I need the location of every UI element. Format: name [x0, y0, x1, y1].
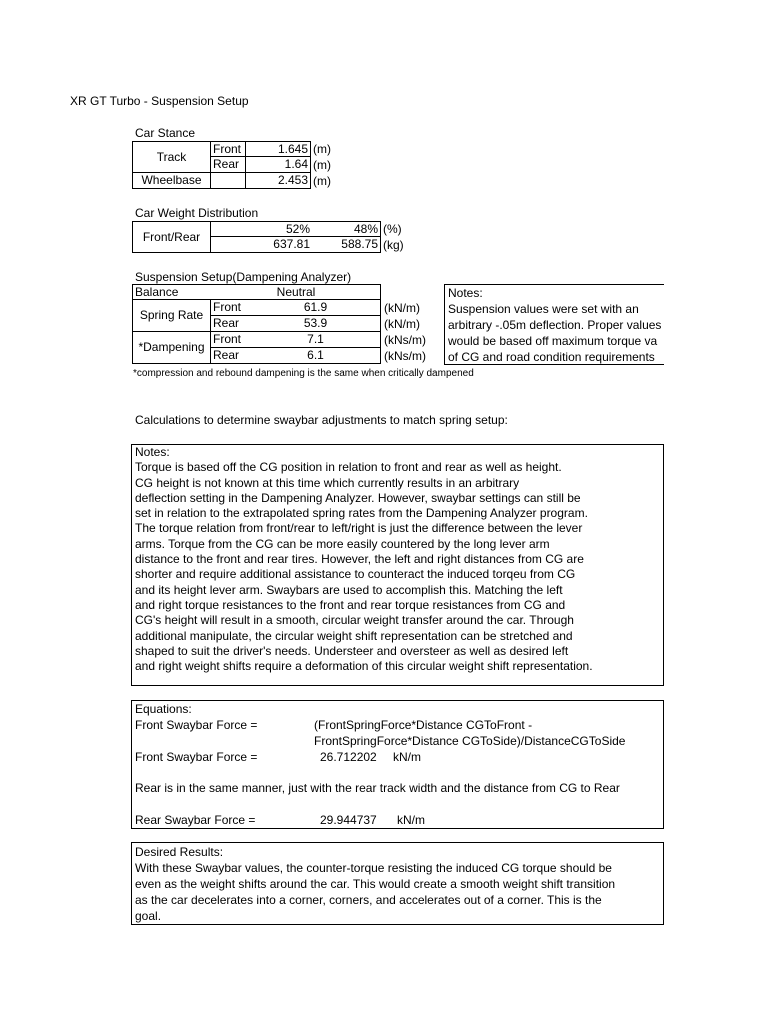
- front-swaybar-label: Front Swaybar Force =: [135, 718, 258, 732]
- notes-block-line: set in relation to the extrapolated spring rates from the Dampening Analyzer program.: [135, 506, 588, 521]
- dampening-footnote: *compression and rebound dampening is the same when critically dampened: [133, 368, 474, 379]
- car-stance-heading: Car Stance: [135, 126, 196, 140]
- suspension-notes-line: of CG and road condition requirements: [448, 350, 655, 364]
- front-swaybar-value: 26.712202: [320, 750, 377, 764]
- notes-block-text: [135, 445, 665, 674]
- spring-rear-value: 53.9: [251, 316, 381, 332]
- damp-front-unit: (kNs/m): [384, 333, 426, 347]
- notes-block-line: CG height is not known at this time which currently results in an arbitrary: [135, 475, 520, 490]
- track-front-label: Front: [211, 141, 246, 157]
- track-rear-value: 1.64: [245, 157, 311, 173]
- suspension-notes-line: Suspension values were set with an: [448, 302, 639, 316]
- track-front-value: 1.645: [245, 141, 311, 157]
- front-swaybar-result-label: Front Swaybar Force =: [135, 750, 258, 764]
- notes-block-line: shaped to suit the driver's needs. Understeer and oversteer as well as desired left: [135, 643, 569, 658]
- desired-results-line: Desired Results:: [135, 845, 224, 859]
- balance-value: Neutral: [212, 284, 381, 300]
- damp-rear-value: 6.1: [251, 348, 381, 364]
- front-swaybar-unit: kN/m: [393, 750, 421, 764]
- front-rear-label: Front/Rear: [132, 221, 211, 253]
- weight-kg-unit: (kg): [383, 238, 404, 252]
- suspension-notes-line: would be based off maximum torque va: [448, 334, 658, 348]
- formula-line-1: (FrontSpringForce*Distance CGToFront -: [314, 718, 533, 732]
- desired-results-line: as the car decelerates into a corner, corners, and accelerates out of a corner. This is the: [135, 893, 602, 907]
- notes-block-line: deflection setting in the Dampening Analyzer. However, swaybar settings can still be: [135, 490, 581, 505]
- wheelbase-unit: (m): [313, 174, 331, 188]
- notes-block-line: and right weight shifts require a deformation of this circular weight shift representation.: [135, 659, 593, 674]
- spring-front-value: 61.9: [251, 300, 381, 316]
- rear-weight-pct: 48%: [312, 221, 381, 237]
- notes-block-line: shorter and require additional assistance to counteract the induced torqeu from CG: [135, 567, 576, 582]
- damp-rear-label: Rear: [211, 348, 251, 364]
- notes-block-line: additional manipulate, the circular weight shift representation can be stretched and: [135, 628, 573, 643]
- notes-block-line: Notes:: [135, 445, 170, 459]
- notes-block-line: CG's height will result in a smooth, circular weight transfer around the car. Through: [135, 613, 574, 628]
- notes-block-line: distance to the front and rear tires. However, the left and right distances from CG are: [135, 552, 584, 567]
- spring-rear-unit: (kN/m): [384, 317, 420, 331]
- suspension-notes-line: arbitrary -.05m deflection. Proper values: [448, 318, 662, 332]
- balance-label: Balance: [132, 284, 212, 300]
- formula-line-2: FrontSpringForce*Distance CGToSide)/DistanceCGToSide: [314, 734, 626, 748]
- suspension-setup-heading: Suspension Setup(Dampening Analyzer): [135, 270, 352, 284]
- weight-distribution-heading: Car Weight Distribution: [135, 206, 259, 220]
- calculations-heading: Calculations to determine swaybar adjustments to match spring setup:: [135, 413, 508, 427]
- dampening-label: *Dampening: [132, 332, 211, 364]
- wheelbase-value: 2.453: [245, 173, 311, 189]
- track-rear-unit: (m): [313, 158, 331, 172]
- wheelbase-empty-cell: [211, 173, 246, 189]
- track-label: Track: [132, 141, 211, 173]
- spring-front-unit: (kN/m): [384, 301, 420, 315]
- suspension-notes-line: Notes:: [448, 286, 483, 300]
- rear-swaybar-note: Rear is in the same manner, just with the rear track width and the distance from CG to Rear: [135, 781, 620, 795]
- spring-rear-label: Rear: [211, 316, 251, 332]
- page-title: XR GT Turbo - Suspension Setup: [70, 94, 249, 108]
- weight-pct-unit: (%): [383, 222, 402, 236]
- front-weight-kg: 637.81: [211, 237, 312, 253]
- rear-swaybar-label: Rear Swaybar Force =: [135, 813, 256, 827]
- track-rear-label: Rear: [211, 157, 246, 173]
- notes-block-line: Torque is based off the CG position in relation to front and rear as well as height.: [135, 460, 562, 475]
- suspension-notes-box: [444, 284, 664, 365]
- desired-results-text: [135, 844, 665, 924]
- damp-front-value: 7.1: [251, 332, 381, 348]
- rear-swaybar-value: 29.944737: [320, 813, 377, 827]
- notes-block-line: The torque relation from front/rear to left/right is just the difference between the lever: [135, 521, 583, 536]
- front-weight-pct: 52%: [211, 221, 312, 237]
- notes-block-line: and its height lever arm. Swaybars are used to accomplish this. Matching the left: [135, 582, 563, 597]
- damp-rear-unit: (kNs/m): [384, 349, 426, 363]
- desired-results-line: goal.: [135, 909, 162, 923]
- rear-swaybar-unit: kN/m: [397, 813, 425, 827]
- desired-results-line: even as the weight shifts around the car. This would create a smooth weight shift transition: [135, 877, 616, 891]
- rear-weight-kg: 588.75: [312, 237, 381, 253]
- spring-rate-label: Spring Rate: [132, 300, 211, 332]
- notes-block-line: and right torque resistances to the front and rear torque resistances from CG and: [135, 597, 566, 612]
- spring-front-label: Front: [211, 300, 251, 316]
- desired-results-line: With these Swaybar values, the counter-torque resisting the induced CG torque should be: [135, 861, 612, 875]
- equations-heading: Equations:: [135, 702, 192, 716]
- track-front-unit: (m): [313, 142, 331, 156]
- wheelbase-label: Wheelbase: [132, 173, 211, 189]
- notes-block-line: arms. Torque from the CG can be more easily countered by the long lever arm: [135, 536, 550, 551]
- damp-front-label: Front: [211, 332, 251, 348]
